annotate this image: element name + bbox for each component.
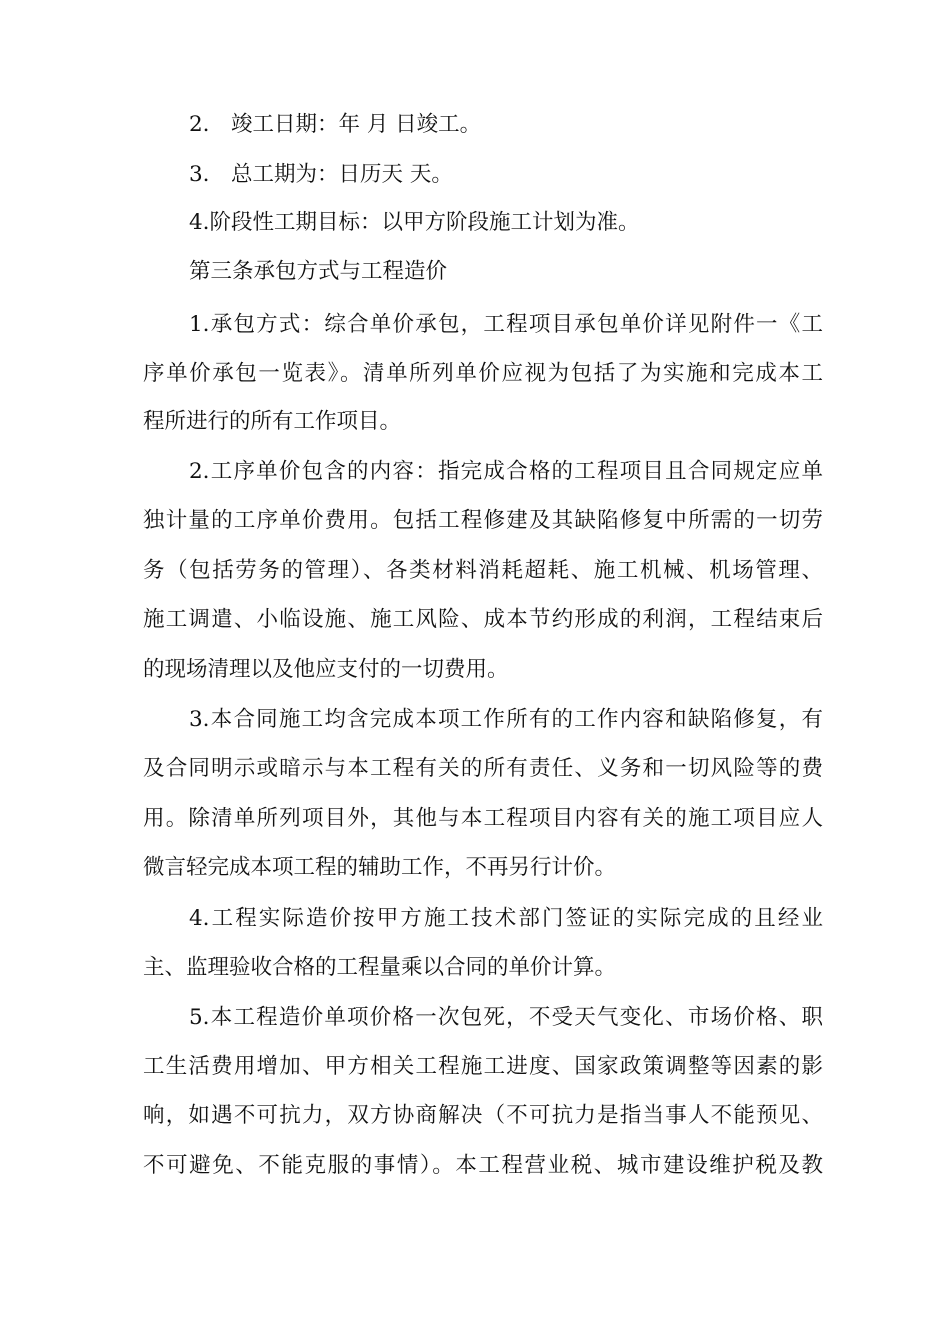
paragraph-2-line-2: 独计量的工序单价费用。包括工程修建及其缺陷修复中所需的一切劳	[143, 508, 823, 533]
paragraph-3-line-3: 用。除清单所列项目外，其他与本工程项目内容有关的施工项目应人	[143, 806, 823, 831]
paragraph-3-line-4: 微言轻完成本项工程的辅助工作，不再另行计价。	[143, 855, 617, 880]
item-completion-date: 2. 竣工日期：年 月 日竣工。	[189, 112, 482, 137]
item-total-duration: 3. 总工期为：日历天 天。	[189, 162, 453, 187]
paragraph-2-line-3: 务（包括劳务的管理）、各类材料消耗超耗、施工机械、机场管理、	[143, 558, 823, 583]
paragraph-4-line-2: 主、监理验收合格的工程量乘以合同的单价计算。	[143, 955, 617, 980]
paragraph-2-line-5: 的现场清理以及他应支付的一切费用。	[143, 657, 509, 682]
paragraph-4-line-1: 4.工程实际造价按甲方施工技术部门签证的实际完成的且经业	[189, 906, 823, 931]
paragraph-5-line-4: 不可避免、不能克服的事情）。本工程营业税、城市建设维护税及教	[143, 1153, 823, 1178]
paragraph-1-line-2: 序单价承包一览表》。清单所列单价应视为包括了为实施和完成本工	[143, 361, 823, 386]
paragraph-3-line-1: 3.本合同施工均含完成本项工作所有的工作内容和缺陷修复，有	[189, 707, 823, 732]
paragraph-1-line-1: 1.承包方式：综合单价承包，工程项目承包单价详见附件一《工	[189, 312, 823, 337]
paragraph-3-line-2: 及合同明示或暗示与本工程有关的所有责任、义务和一切风险等的费	[143, 756, 823, 781]
paragraph-5-line-1: 5.本工程造价单项价格一次包死，不受天气变化、市场价格、职	[189, 1005, 823, 1030]
section-heading-article-3: 第三条承包方式与工程造价	[189, 259, 448, 284]
paragraph-5-line-2: 工生活费用增加、甲方相关工程施工进度、国家政策调整等因素的影	[143, 1054, 823, 1079]
paragraph-5-line-3: 响，如遇不可抗力，双方协商解决（不可抗力是指当事人不能预见、	[143, 1103, 823, 1128]
paragraph-2-line-4: 施工调遣、小临设施、施工风险、成本节约形成的利润，工程结束后	[143, 607, 823, 632]
paragraph-2-line-1: 2.工序单价包含的内容：指完成合格的工程项目且合同规定应单	[189, 459, 823, 484]
item-stage-goal: 4.阶段性工期目标：以甲方阶段施工计划为准。	[189, 210, 640, 235]
paragraph-1-line-3: 程所进行的所有工作项目。	[143, 409, 402, 434]
